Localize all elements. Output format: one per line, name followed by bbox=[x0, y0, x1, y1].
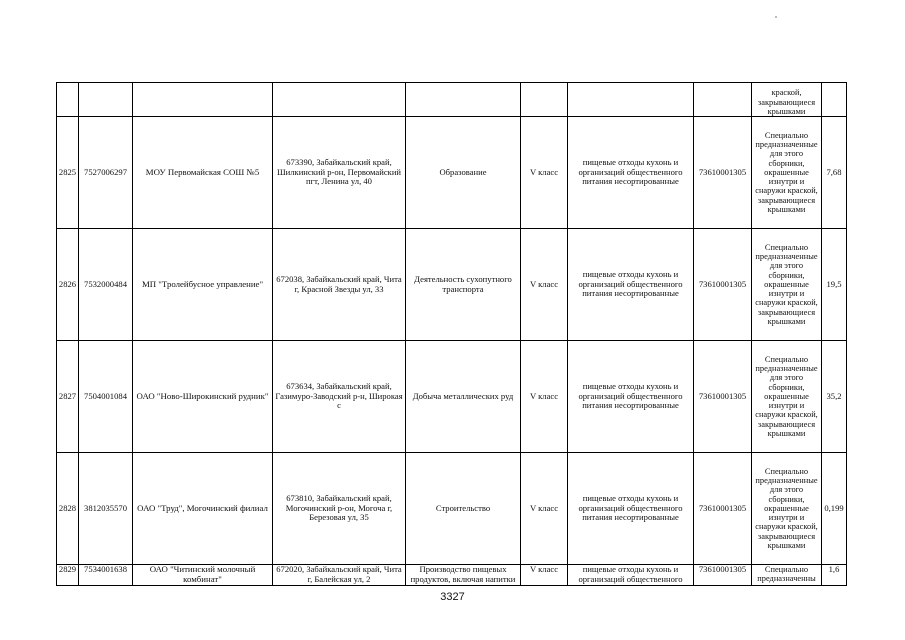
table-row bbox=[57, 453, 847, 565]
cell-hazard-class: V класс bbox=[521, 229, 568, 341]
cell-activity: Производство пищевых продуктов, включая напитки bbox=[406, 565, 521, 586]
cell-hazard-class: V класс bbox=[521, 117, 568, 229]
table-row bbox=[57, 341, 847, 453]
table-row bbox=[57, 229, 847, 341]
cell-activity: Добыча металлических руд bbox=[406, 341, 521, 453]
cell-amount: 0,199 bbox=[822, 453, 847, 565]
cell-waste-type: пищевые отходы кухонь и организаций общественного питания несортированные bbox=[568, 453, 694, 565]
cell-number: 2827 bbox=[57, 341, 79, 453]
cell-organization: МП "Тролейбусное управление" bbox=[133, 229, 273, 341]
cell-hazard-class: V класс bbox=[521, 565, 568, 586]
cell-address: 673634, Забайкальский край, Газимуро-Заводский р-н, Широкая с bbox=[273, 341, 406, 453]
cell-packaging: Специально предназначенные для этого сборники, окрашенные изнутри и снаружи краской, закрывающиеся крышками bbox=[752, 117, 822, 229]
cell-inn: 7532000484 bbox=[79, 229, 133, 341]
cell-amount: 35,2 bbox=[822, 341, 847, 453]
cell-packaging: Специально предназначенные для этого сборники, окрашенные изнутри и снаружи краской, закрывающиеся крышками bbox=[752, 341, 822, 453]
cell-waste-code: 73610001305 bbox=[694, 453, 752, 565]
cell-inn: 3812035570 bbox=[79, 453, 133, 565]
cell-inn: 7504001084 bbox=[79, 341, 133, 453]
cell-packaging: краской, закрывающиеся крышками bbox=[752, 83, 822, 117]
cell-packaging: Специально предназначенные для этого сборники, окрашенные изнутри и снаружи краской, закрывающиеся крышками bbox=[752, 453, 822, 565]
cell-waste-type: пищевые отходы кухонь и организаций общественного bbox=[568, 565, 694, 586]
cell-organization: ОАО "Читинский молочный комбинат" bbox=[133, 565, 273, 586]
cell-inn: 7534001638 bbox=[79, 565, 133, 586]
cell-activity: Строительство bbox=[406, 453, 521, 565]
cell-waste-code: 73610001305 bbox=[694, 565, 752, 586]
cell-waste-code: 73610001305 bbox=[694, 341, 752, 453]
page-number: 3327 bbox=[440, 591, 465, 603]
cell-amount: 1,6 bbox=[822, 565, 847, 586]
cell-address: 672038, Забайкальский край, Чита г, Красной Звезды ул, 33 bbox=[273, 229, 406, 341]
cell-waste-type: пищевые отходы кухонь и организаций общественного питания несортированные bbox=[568, 117, 694, 229]
waste-registry-table bbox=[56, 82, 847, 586]
cell-hazard-class: V класс bbox=[521, 453, 568, 565]
cell-number: 2825 bbox=[57, 117, 79, 229]
table-row-continuation bbox=[57, 83, 847, 117]
scan-speck bbox=[775, 16, 777, 18]
cell-waste-code: 73610001305 bbox=[694, 117, 752, 229]
cell-organization: ОАО "Труд", Могочинский филиал bbox=[133, 453, 273, 565]
cell-address: 672020, Забайкальский край, Чита г, Балейская ул, 2 bbox=[273, 565, 406, 586]
cell-inn: 7527006297 bbox=[79, 117, 133, 229]
cell-waste-type: пищевые отходы кухонь и организаций общественного питания несортированные bbox=[568, 229, 694, 341]
cell-packaging: Специально предназначенны bbox=[752, 565, 822, 586]
cell-amount: 7,68 bbox=[822, 117, 847, 229]
cell-address: 673810, Забайкальский край, Могочинский р-он, Могоча г, Березовая ул, 35 bbox=[273, 453, 406, 565]
cell-packaging: Специально предназначенные для этого сборники, окрашенные изнутри и снаружи краской, закрывающиеся крышками bbox=[752, 229, 822, 341]
cell-waste-code: 73610001305 bbox=[694, 229, 752, 341]
cell-number: 2828 bbox=[57, 453, 79, 565]
cell-organization: ОАО "Ново-Широкинский рудник" bbox=[133, 341, 273, 453]
table-row bbox=[57, 565, 847, 586]
cell-amount: 19,5 bbox=[822, 229, 847, 341]
cell-waste-type: пищевые отходы кухонь и организаций общественного питания несортированные bbox=[568, 341, 694, 453]
cell-organization: МОУ Первомайская СОШ №5 bbox=[133, 117, 273, 229]
table-row bbox=[57, 117, 847, 229]
cell-activity: Деятельность сухопутного транспорта bbox=[406, 229, 521, 341]
cell-number: 2829 bbox=[57, 565, 79, 586]
cell-address: 673390, Забайкальский край, Шилкинский р-он, Первомайский пгт, Ленина ул, 40 bbox=[273, 117, 406, 229]
cell-number: 2826 bbox=[57, 229, 79, 341]
cell-activity: Образование bbox=[406, 117, 521, 229]
cell-hazard-class: V класс bbox=[521, 341, 568, 453]
